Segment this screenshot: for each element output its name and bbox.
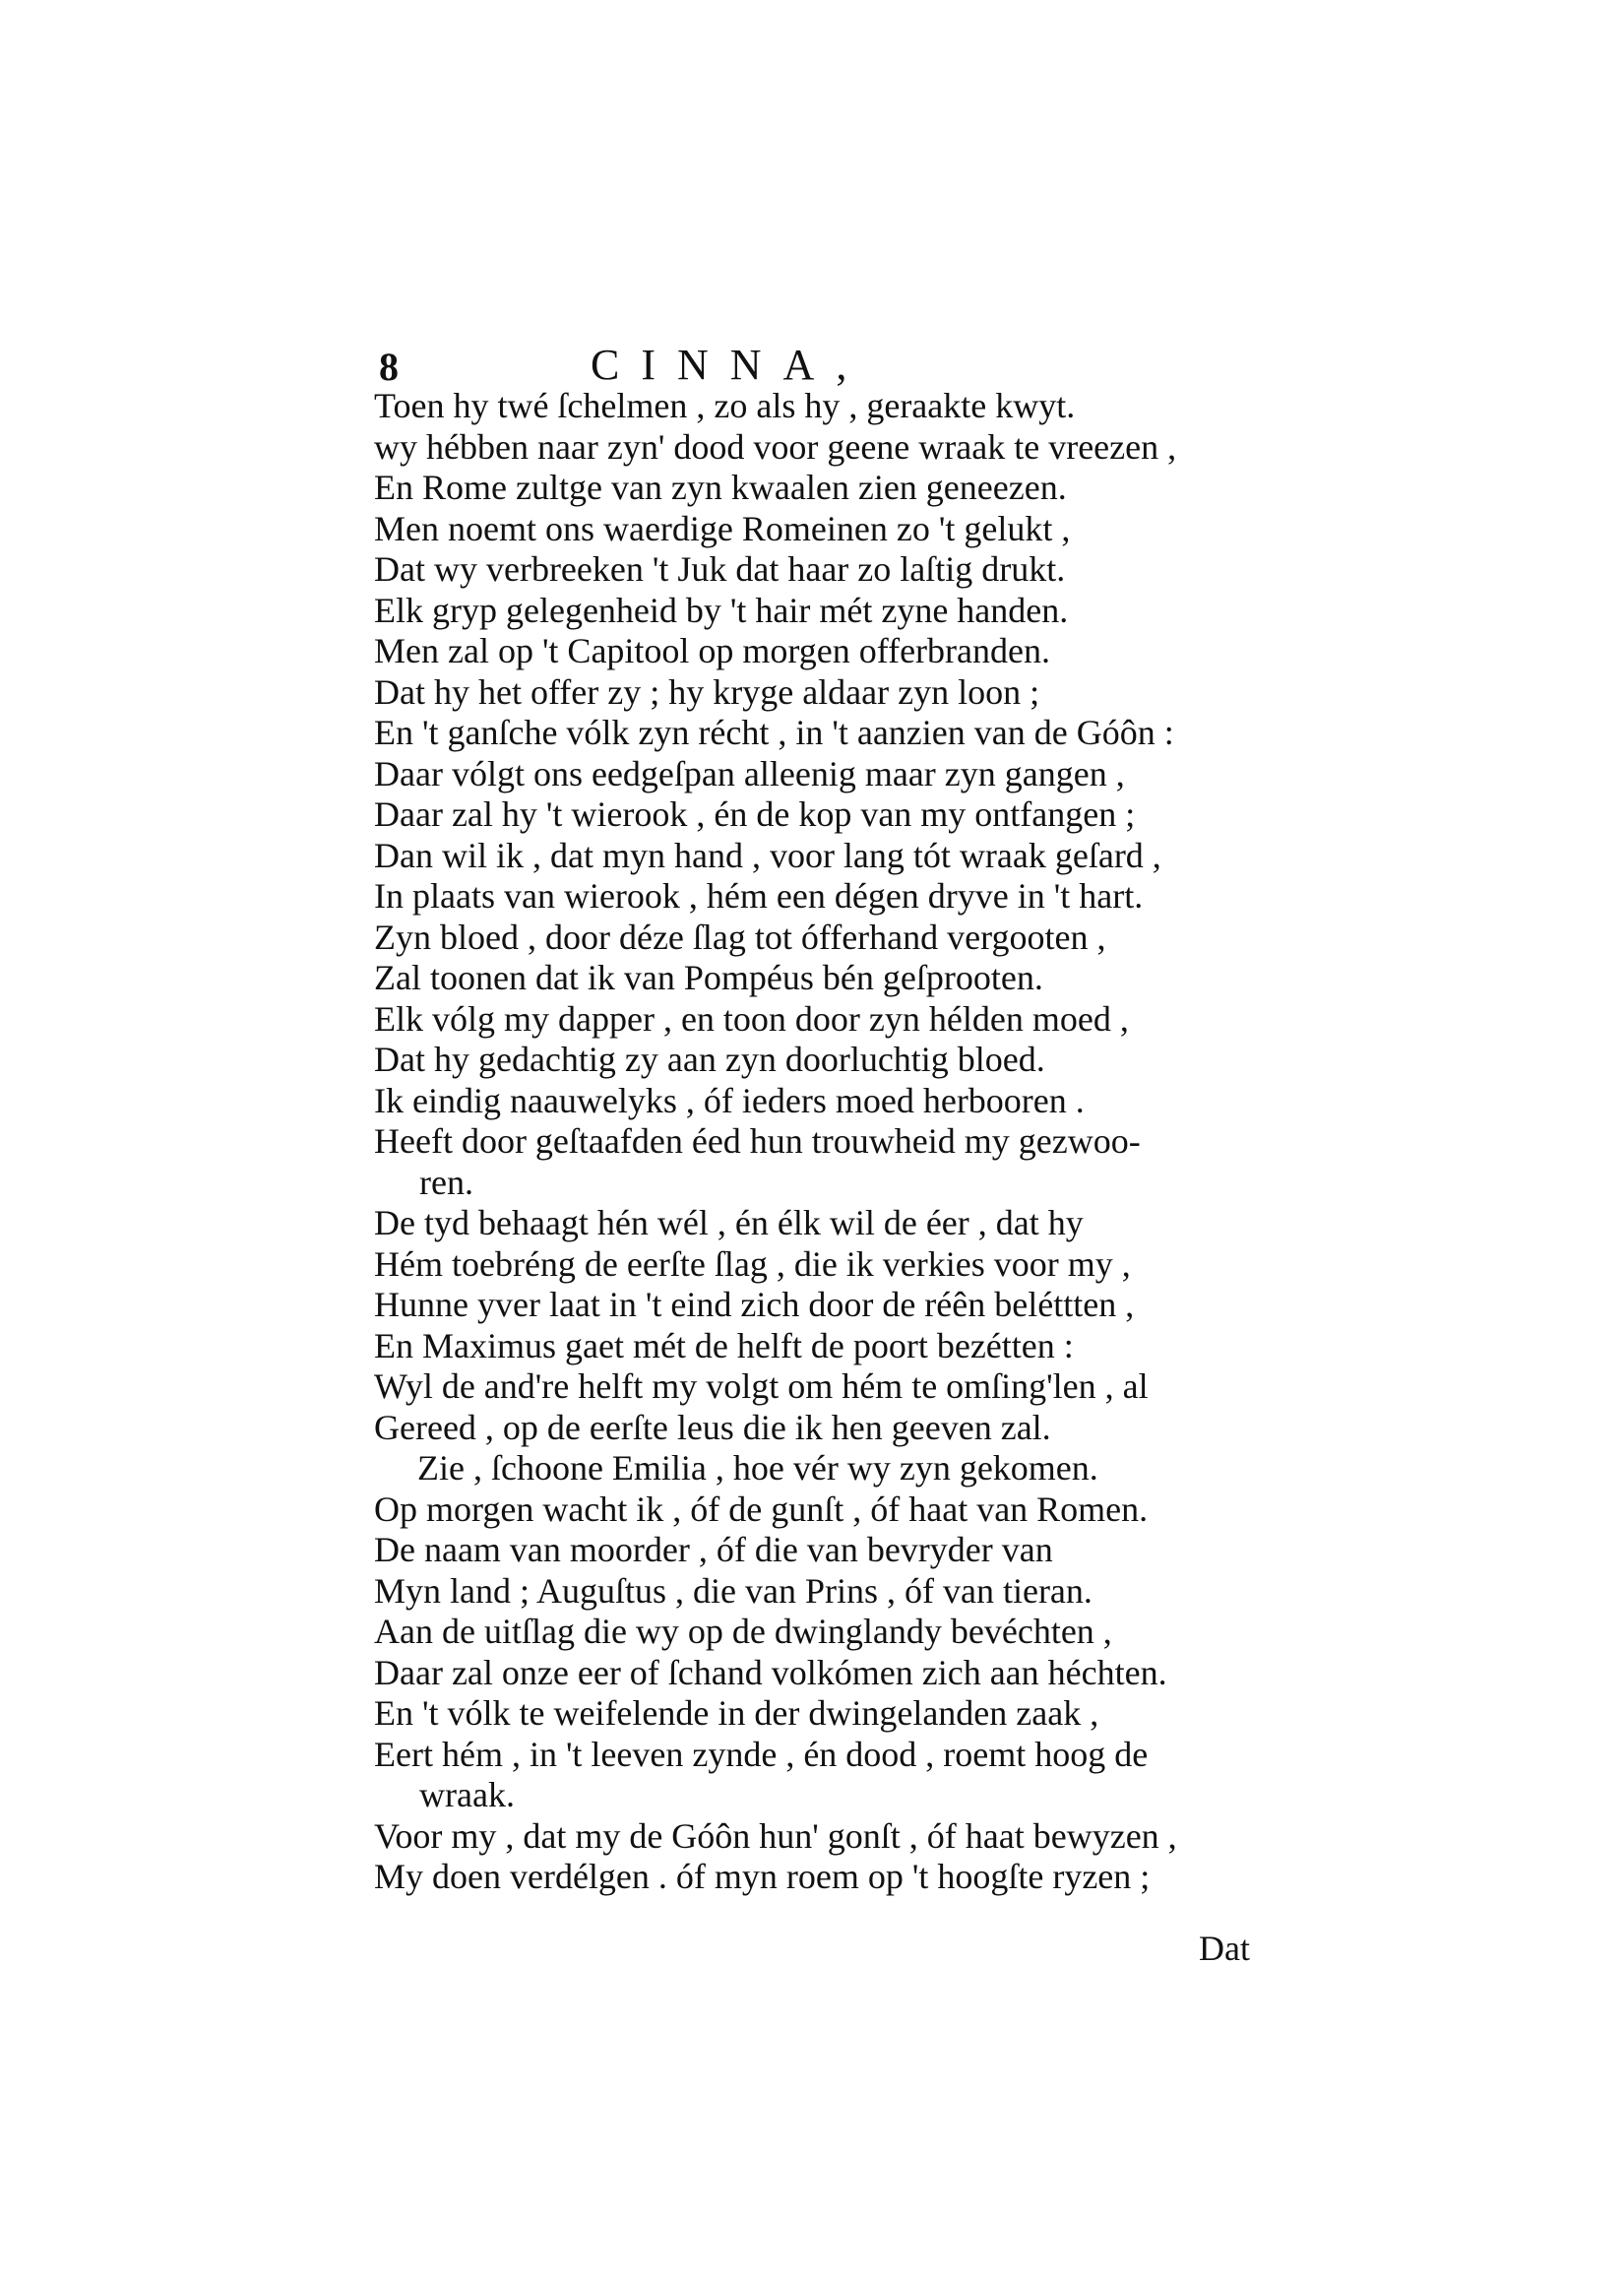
verse-line: En 't ganſche vólk zyn récht , in 't aanzien van de Góôn :	[374, 713, 1174, 752]
verse-line: En 't vólk te weifelende in der dwingelanden zaak ,	[374, 1693, 1099, 1733]
verse-line: Dan wil ik , dat myn hand , voor lang tót wraak geſard ,	[374, 835, 1161, 875]
verse-line: Elk gryp gelegenheid by 't hair mét zyne handen.	[374, 590, 1069, 630]
verse-line: wy hébben naar zyn' dood voor geene wraak te vreezen ,	[374, 426, 1177, 467]
verse-line: In plaats van wierook , hém een dégen dryve in 't hart.	[374, 876, 1144, 916]
verse-line: En Maximus gaet mét de helft de poort bezétten :	[374, 1325, 1074, 1365]
verse-line: Daar zal hy 't wierook , én de kop van my ontfangen ;	[374, 794, 1136, 834]
verse-line: Myn land ; Auguſtus , die van Prins , óf van tieran.	[374, 1570, 1093, 1611]
verse-line: Hém toebréng de eerſte ſlag , die ik verkies voor my ,	[374, 1243, 1131, 1284]
verse-line: Elk vólg my dapper , en toon door zyn hélden moed ,	[374, 998, 1129, 1039]
catchword: Dat	[1199, 1929, 1250, 1968]
page-number: 8	[379, 345, 399, 389]
verse-line: Op morgen wacht ik , óf de gunſt , óf haat van Romen.	[374, 1489, 1149, 1529]
verse-line: Wyl de and're helft my volgt om hém te omſing'len , al	[374, 1366, 1149, 1406]
verse-line: Eert hém , in 't leeven zynde , én dood , roemt hoog de	[374, 1734, 1149, 1774]
running-title: CINNA,	[591, 341, 869, 389]
verse-line: Daar vólgt ons eedgeſpan alleenig maar zyn gangen ,	[374, 753, 1125, 793]
verse-line: Men zal op 't Capitool op morgen offerbranden.	[374, 631, 1050, 670]
verse-line: Daar zal onze eer of ſchand volkómen zich aan héchten.	[374, 1652, 1167, 1692]
verse-line: Heeft door geſtaafden éed hun trouwheid my gezwoo-	[374, 1121, 1141, 1161]
verse-line: Voor my , dat my de Góôn hun' gonſt , óf haat bewyzen ,	[374, 1815, 1177, 1856]
verse-line-indented: Zie , ſchoone Emilia , hoe vér wy zyn gekomen.	[417, 1448, 1098, 1488]
verse-line: Hunne yver laat in 't eind zich door de réên beléttten ,	[374, 1285, 1135, 1324]
verse-line: Dat hy gedachtig zy aan zyn doorluchtig bloed.	[374, 1040, 1045, 1079]
verse-line: Toen hy twé ſchelmen , zo als hy , geraakte kwyt.	[374, 386, 1076, 425]
verse-line: My doen verdélgen . óf myn roem op 't hoogſte ryzen ;	[374, 1857, 1151, 1896]
verse-line: Men noemt ons waerdige Romeinen zo 't gelukt ,	[374, 508, 1071, 548]
verse-line: En Rome zultge van zyn kwaalen zien geneezen.	[374, 468, 1067, 507]
verse-line: Zyn bloed , door déze ſlag tot ófferhand vergooten ,	[374, 917, 1106, 957]
verse-line: De naam van moorder , óf die van bevryder van	[374, 1530, 1053, 1569]
verse-turnover: ren.	[419, 1162, 473, 1202]
verse-line: Zal toonen dat ik van Pompéus bén geſprooten.	[374, 958, 1043, 997]
verse-line: Dat hy het offer zy ; hy kryge aldaar zyn loon ;	[374, 671, 1040, 712]
verse-line: Gereed , op de eerſte leus die ik hen geeven zal.	[374, 1407, 1051, 1447]
verse-line: De tyd behaagt hén wél , én élk wil de éer , dat hy	[374, 1203, 1084, 1242]
verse-line: Dat wy verbreeken 't Juk dat haar zo laſtig drukt.	[374, 549, 1066, 589]
verse-line: Ik eindig naauwelyks , óf ieders moed herbooren .	[374, 1080, 1085, 1120]
verse-line: Aan de uitſlag die wy op de dwinglandy bevéchten ,	[374, 1612, 1112, 1651]
verse-turnover: wraak.	[419, 1775, 515, 1814]
verse-text	[374, 386, 1289, 1898]
